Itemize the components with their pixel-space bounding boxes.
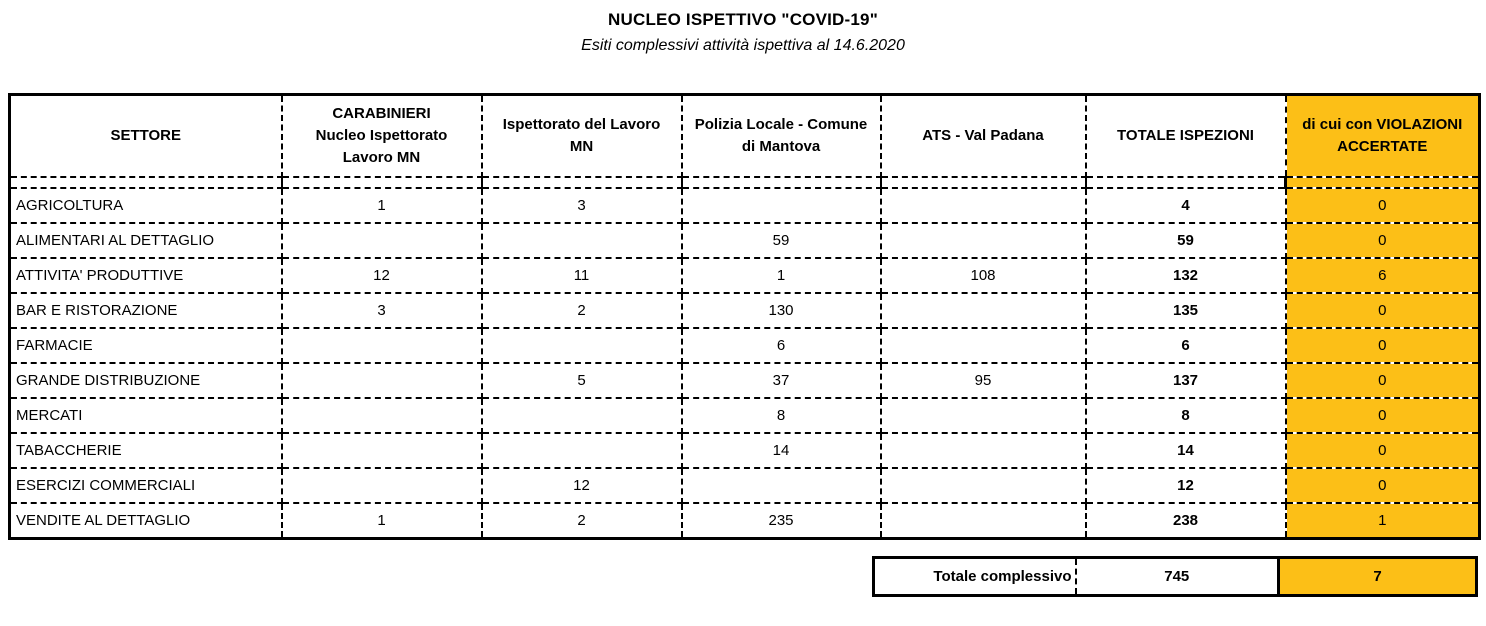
inspections-table: [8, 93, 1481, 540]
table-cell: [682, 188, 881, 223]
table-cell: 5: [482, 363, 682, 398]
total-cell: 135: [1086, 293, 1286, 328]
table-cell: 130: [682, 293, 881, 328]
header-line: CARABINIERI: [332, 105, 431, 123]
table-cell: 2: [482, 293, 682, 328]
violations-cell: 0: [1286, 188, 1480, 223]
page-title: NUCLEO ISPETTIVO "COVID-19": [608, 10, 878, 29]
table-row-esercizi-commerciali: [10, 468, 1480, 503]
table-cell: 235: [682, 503, 881, 539]
table-cell: [282, 468, 482, 503]
table-cell: 3: [482, 188, 682, 223]
table-cell: [881, 328, 1086, 363]
spacer-cell: [1286, 177, 1480, 188]
spacer-cell: [10, 177, 282, 188]
header-line: TOTALE ISPEZIONI: [1117, 127, 1254, 145]
sector-label: BAR E RISTORAZIONE: [10, 293, 282, 328]
table-cell: 37: [682, 363, 881, 398]
page-subtitle: Esiti complessivi attività ispettiva al 14.6.2020: [581, 37, 905, 54]
total-cell: 132: [1086, 258, 1286, 293]
header-line: Nucleo Ispettorato: [315, 127, 448, 145]
col-header-violazioni-accertate: [1286, 95, 1480, 178]
total-cell: 6: [1086, 328, 1286, 363]
table-row-mercati: [10, 398, 1480, 433]
sector-label: AGRICOLTURA: [10, 188, 282, 223]
col-header-ispettorato-lavoro: [482, 95, 682, 178]
sector-label: ALIMENTARI AL DETTAGLIO: [10, 223, 282, 258]
violations-cell: 0: [1286, 363, 1480, 398]
table-cell: [881, 188, 1086, 223]
table-cell: 95: [881, 363, 1086, 398]
col-header-ats-val-padana: [881, 95, 1086, 178]
table-cell: [282, 363, 482, 398]
table-cell: 14: [682, 433, 881, 468]
sector-label: GRANDE DISTRIBUZIONE: [10, 363, 282, 398]
sector-label: VENDITE AL DETTAGLIO: [10, 503, 282, 539]
total-cell: 59: [1086, 223, 1286, 258]
table-cell: [482, 223, 682, 258]
total-cell: 8: [1086, 398, 1286, 433]
table-cell: 1: [282, 503, 482, 539]
table-cell: [682, 468, 881, 503]
table-cell: [282, 398, 482, 433]
col-header-polizia-locale: [682, 95, 881, 178]
total-cell: 14: [1086, 433, 1286, 468]
table-row-agricoltura: [10, 188, 1480, 223]
table-row-alimentari: [10, 223, 1480, 258]
table-cell: 3: [282, 293, 482, 328]
table-cell: 6: [682, 328, 881, 363]
header-row: [10, 95, 1480, 178]
header-line: Lavoro MN: [342, 148, 421, 166]
table-cell: [881, 433, 1086, 468]
sector-label: ATTIVITA' PRODUTTIVE: [10, 258, 282, 293]
spacer-cell: [881, 177, 1086, 188]
grand-total-label: Totale complessivo: [874, 558, 1076, 596]
table-cell: [881, 293, 1086, 328]
table-cell: [282, 433, 482, 468]
sector-label: ESERCIZI COMMERCIALI: [10, 468, 282, 503]
spacer-row: [10, 177, 1480, 188]
table-row-vendite-al-dettaglio: [10, 503, 1480, 539]
total-cell: 137: [1086, 363, 1286, 398]
spacer-cell: [682, 177, 881, 188]
table-cell: 2: [482, 503, 682, 539]
violations-cell: 0: [1286, 468, 1480, 503]
table-cell: [881, 503, 1086, 539]
grand-total-violations: 7: [1279, 558, 1477, 596]
header-line: Ispettorato del Lavoro: [502, 116, 661, 134]
table-cell: [282, 223, 482, 258]
violations-cell: 1: [1286, 503, 1480, 539]
header-line: di cui con VIOLAZIONI: [1302, 116, 1463, 134]
spacer-cell: [482, 177, 682, 188]
violations-cell: 0: [1286, 433, 1480, 468]
table-cell: [881, 468, 1086, 503]
table-cell: 8: [682, 398, 881, 433]
table-cell: 11: [482, 258, 682, 293]
header-line: MN: [569, 138, 594, 155]
table-cell: 1: [282, 188, 482, 223]
table-cell: 108: [881, 258, 1086, 293]
table-cell: 59: [682, 223, 881, 258]
col-header-totale-ispezioni: [1086, 95, 1286, 178]
table-row-tabaccherie: [10, 433, 1480, 468]
table-cell: [282, 328, 482, 363]
header-line: ACCERTATE: [1337, 138, 1428, 155]
grand-total-row: [874, 558, 1477, 596]
table-row-grande-distribuzione: [10, 363, 1480, 398]
table-row-farmacie: [10, 328, 1480, 363]
table-cell: [482, 328, 682, 363]
spacer-cell: [282, 177, 482, 188]
table-cell: [881, 223, 1086, 258]
spacer-cell: [1086, 177, 1286, 188]
sector-label: TABACCHERIE: [10, 433, 282, 468]
grand-total-inspections: 745: [1164, 568, 1190, 585]
sector-label: MERCATI: [10, 398, 282, 433]
header-line: ATS - Val Padana: [922, 127, 1044, 145]
table-cell: [482, 398, 682, 433]
header-line: SETTORE: [110, 127, 182, 145]
table-cell: 12: [282, 258, 482, 293]
violations-cell: 0: [1286, 223, 1480, 258]
table-cell: 1: [682, 258, 881, 293]
total-cell: 12: [1086, 468, 1286, 503]
table-row-attivita-produttive: [10, 258, 1480, 293]
violations-cell: 6: [1286, 258, 1480, 293]
table-cell: 12: [482, 468, 682, 503]
col-header-carabinieri: [282, 95, 482, 178]
table-row-bar-ristorazione: [10, 293, 1480, 328]
total-cell: 4: [1086, 188, 1286, 223]
violations-cell: 0: [1286, 293, 1480, 328]
table-cell: [881, 398, 1086, 433]
sector-label: FARMACIE: [10, 328, 282, 363]
table-cell: [482, 433, 682, 468]
violations-cell: 0: [1286, 328, 1480, 363]
total-cell: 238: [1086, 503, 1286, 539]
table-wrapper: [8, 93, 1478, 597]
header-line: Polizia Locale - Comune: [694, 116, 868, 134]
violations-cell: 0: [1286, 398, 1480, 433]
col-header-settore: [10, 95, 282, 178]
grand-total-table: [872, 556, 1478, 597]
header-line: di Mantova: [741, 138, 821, 155]
